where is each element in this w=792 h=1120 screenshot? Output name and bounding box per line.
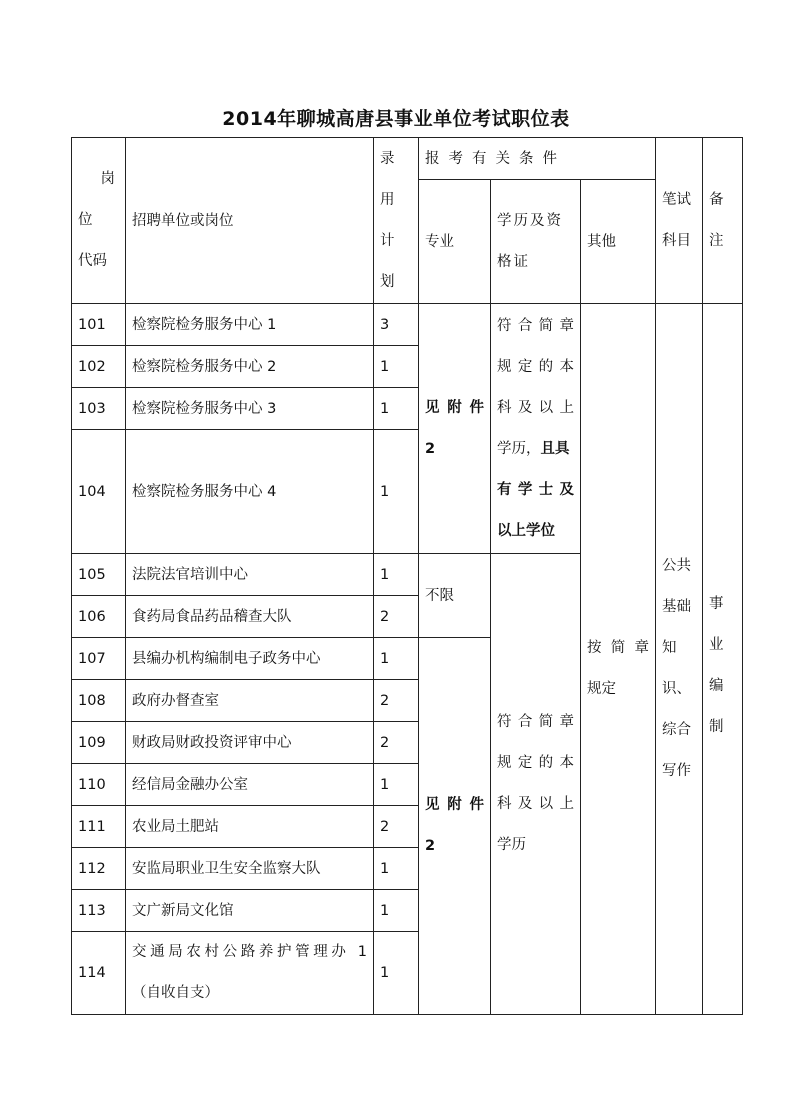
- row-code: 104: [72, 430, 126, 554]
- row-unit: 检察院检务服务中心 1: [126, 304, 374, 346]
- education-cell-b: 符合简章 规定的本 科及以上 学历: [491, 554, 581, 1015]
- row-unit: 检察院检务服务中心 3: [126, 388, 374, 430]
- row-plan: 2: [374, 596, 419, 638]
- header-major: 专业: [419, 180, 491, 304]
- row-code: 111: [72, 806, 126, 848]
- row-code: 108: [72, 680, 126, 722]
- row-code: 105: [72, 554, 126, 596]
- row-code: 112: [72, 848, 126, 890]
- position-table: [71, 137, 743, 1015]
- exam-cell: 公共 基础 知 识、 综合 写作: [656, 304, 703, 1015]
- row-code: 101: [72, 304, 126, 346]
- row-code: 114: [72, 932, 126, 1015]
- row-unit: 财政局财政投资评审中心: [126, 722, 374, 764]
- header-exam: 笔试 科目: [656, 138, 703, 304]
- row-unit: 交通局农村公路养护管理办 1 （自收自支）: [126, 932, 374, 1015]
- row-plan: 1: [374, 554, 419, 596]
- row-plan: 1: [374, 890, 419, 932]
- header-plan: 录 用 计 划: [374, 138, 419, 304]
- remark-cell: 事 业 编 制: [703, 304, 743, 1015]
- row-unit: 法院法官培训中心: [126, 554, 374, 596]
- other-cell: 按简章 规定: [581, 304, 656, 1015]
- row-plan: 3: [374, 304, 419, 346]
- row-unit: 检察院检务服务中心 2: [126, 346, 374, 388]
- header-conditions: 报考有关条件: [419, 138, 656, 180]
- row-plan: 1: [374, 430, 419, 554]
- row-unit: 经信局金融办公室: [126, 764, 374, 806]
- row-plan: 1: [374, 764, 419, 806]
- row-plan: 1: [374, 932, 419, 1015]
- major-cell-b: 不限: [419, 554, 491, 638]
- major-cell-a: 见附件 2: [419, 304, 491, 554]
- row-code: 106: [72, 596, 126, 638]
- row-plan: 1: [374, 638, 419, 680]
- row-unit: 安监局职业卫生安全监察大队: [126, 848, 374, 890]
- row-plan: 2: [374, 722, 419, 764]
- row-unit: 食药局食品药品稽查大队: [126, 596, 374, 638]
- row-code: 102: [72, 346, 126, 388]
- header-other: 其他: [581, 180, 656, 304]
- education-cell-a: 符合简章 规定的本 科及以上 学历，且具 有学士及 以上学位: [491, 304, 581, 554]
- row-code: 110: [72, 764, 126, 806]
- header-code: 岗 位 代码: [72, 138, 126, 304]
- row-code: 109: [72, 722, 126, 764]
- page-title: 2014年聊城高唐县事业单位考试职位表: [222, 108, 570, 130]
- row-plan: 1: [374, 848, 419, 890]
- row-unit: 政府办督查室: [126, 680, 374, 722]
- row-plan: 2: [374, 806, 419, 848]
- row-unit: 检察院检务服务中心 4: [126, 430, 374, 554]
- row-plan: 1: [374, 388, 419, 430]
- row-unit: 县编办机构编制电子政务中心: [126, 638, 374, 680]
- major-cell-c: 见附件 2: [419, 638, 491, 1015]
- row-unit: 农业局土肥站: [126, 806, 374, 848]
- row-unit: 文广新局文化馆: [126, 890, 374, 932]
- row-plan: 1: [374, 346, 419, 388]
- row-code: 107: [72, 638, 126, 680]
- row-plan: 2: [374, 680, 419, 722]
- header-unit: 招聘单位或岗位: [126, 138, 374, 304]
- row-code: 103: [72, 388, 126, 430]
- header-remark: 备 注: [703, 138, 743, 304]
- header-education: 学历及资 格证: [491, 180, 581, 304]
- row-code: 113: [72, 890, 126, 932]
